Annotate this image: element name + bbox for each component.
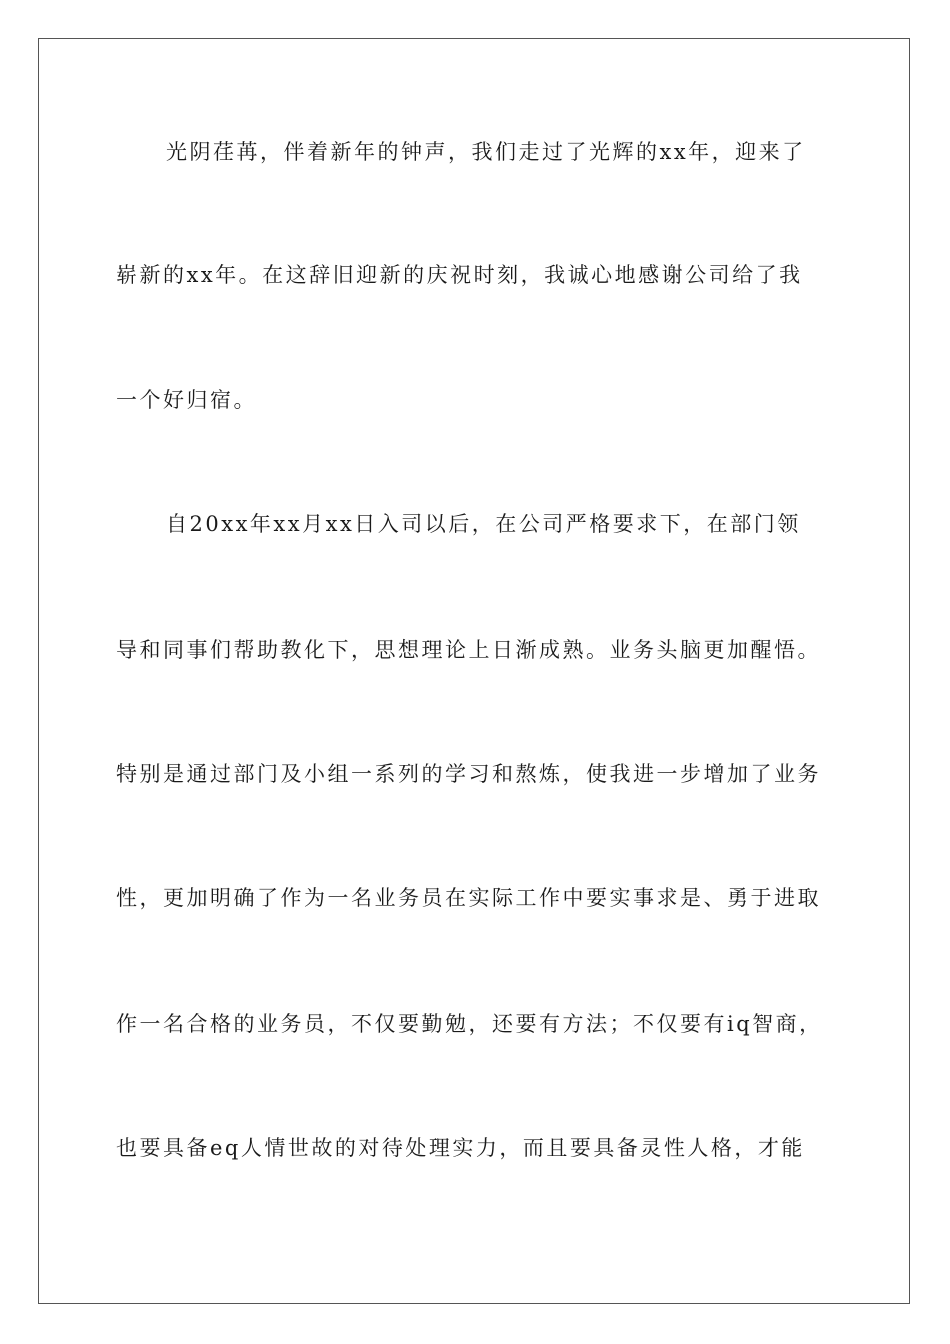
text-line-1: 光阴荏苒，伴着新年的钟声，我们走过了光辉的xx年，迎来了 bbox=[166, 140, 806, 164]
text-line-4: 自20xx年xx月xx日入司以后，在公司严格要求下，在部门领 bbox=[166, 512, 801, 536]
text-line-3: 一个好归宿。 bbox=[116, 388, 257, 412]
text-line-2: 崭新的xx年。在这辞旧迎新的庆祝时刻，我诚心地感谢公司给了我 bbox=[116, 263, 803, 287]
text-line-8: 作一名合格的业务员，不仅要勤勉，还要有方法；不仅要有iq智商， bbox=[116, 1012, 823, 1036]
text-line-7: 性，更加明确了作为一名业务员在实际工作中要实事求是、勇于进取 bbox=[116, 886, 821, 910]
text-line-6: 特别是通过部门及小组一系列的学习和熬炼，使我进一步增加了业务 bbox=[116, 762, 821, 786]
text-line-5: 导和同事们帮助教化下，思想理论上日渐成熟。业务头脑更加醒悟。 bbox=[116, 638, 821, 662]
page-border bbox=[38, 38, 910, 1304]
text-line-9: 也要具备eq人情世故的对待处理实力，而且要具备灵性人格，才能 bbox=[116, 1136, 805, 1160]
